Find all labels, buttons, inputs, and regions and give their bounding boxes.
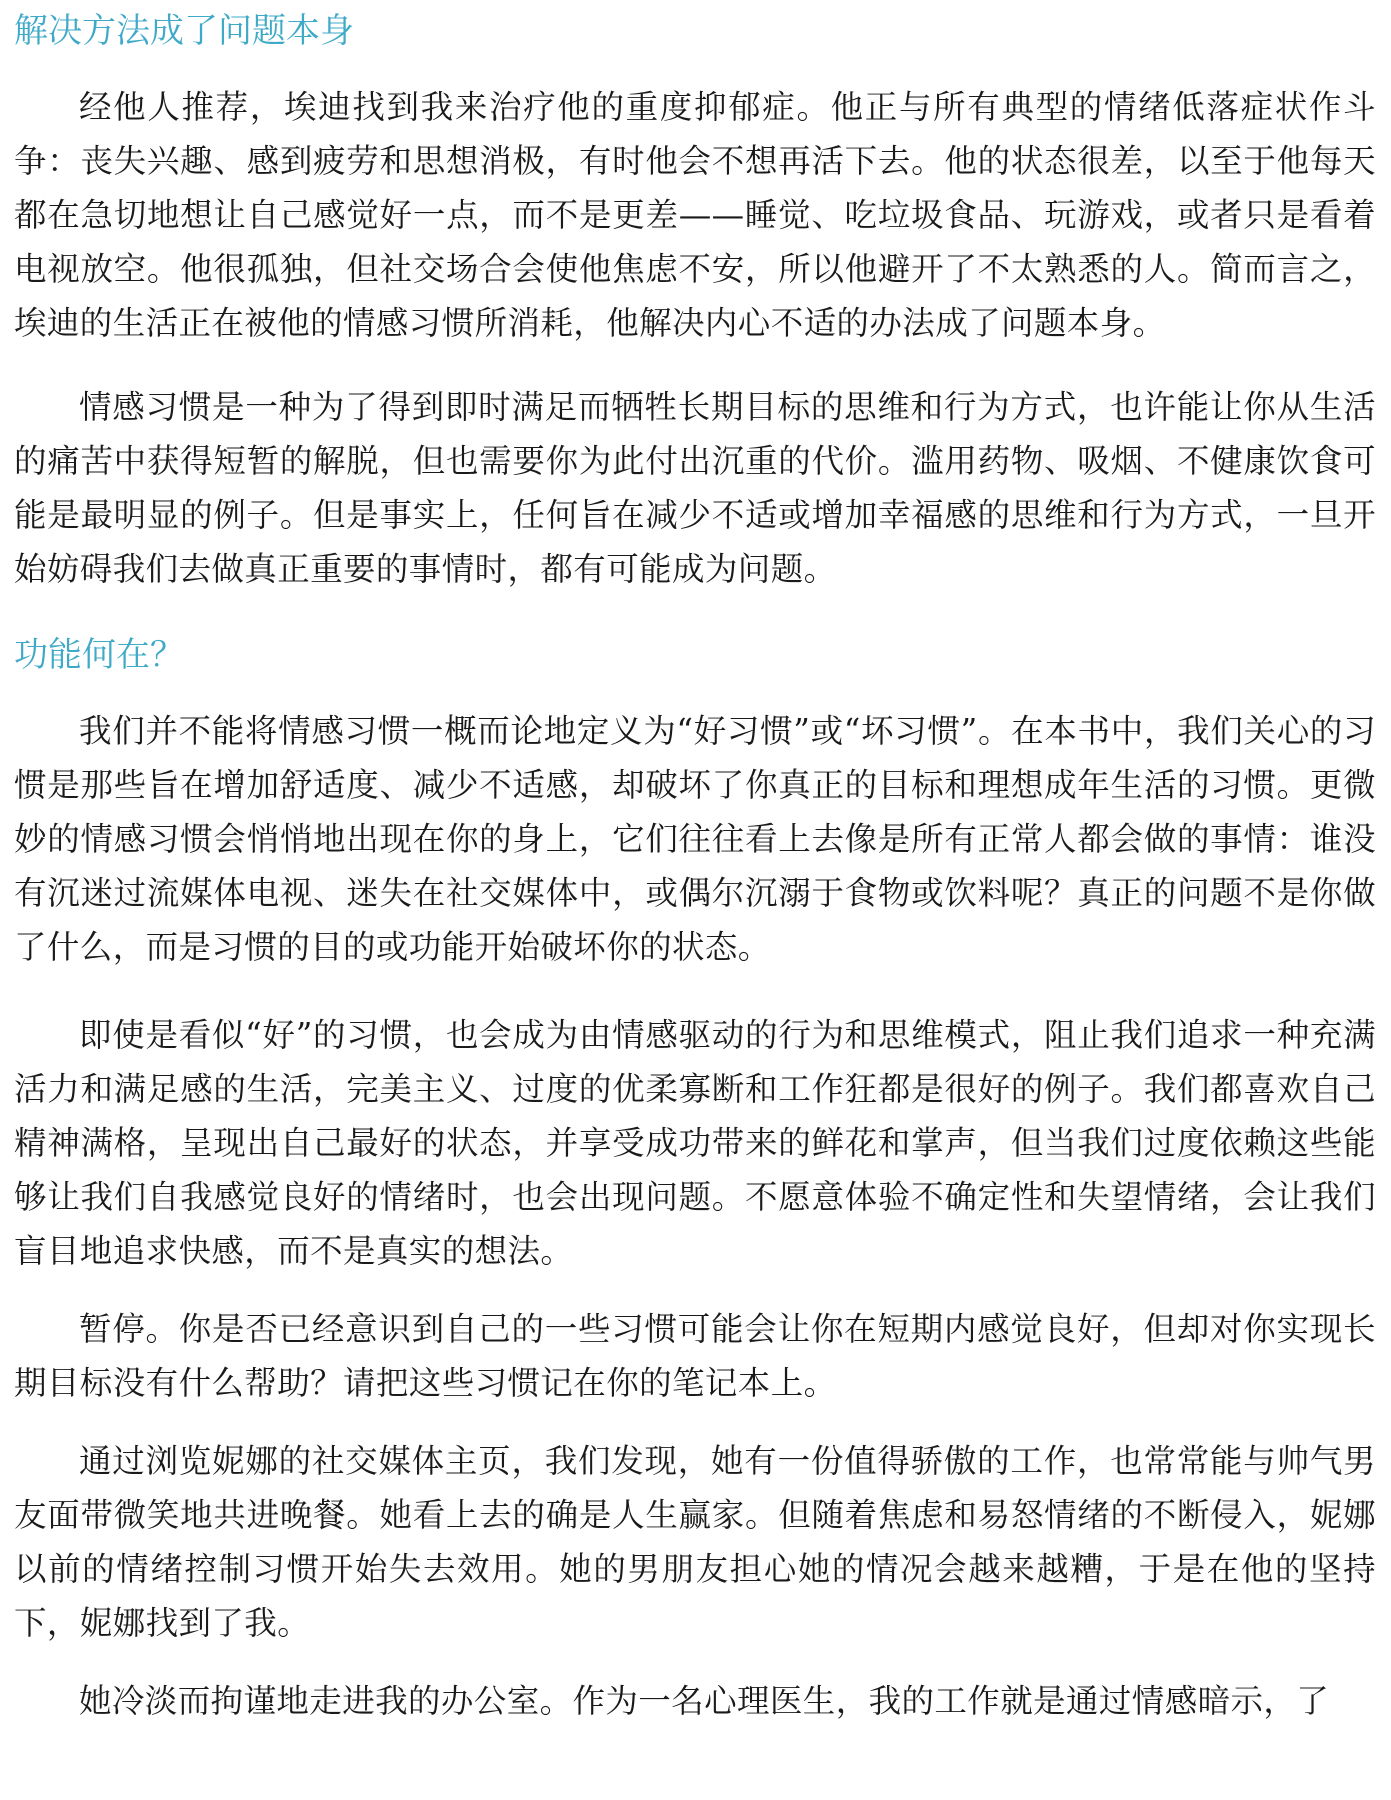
paragraph: 我们并不能将情感习惯一概而论地定义为“好习惯”或“坏习惯”。在本书中，我们关心的习惯是那些旨在增加舒适度、减少不适感，却破坏了你真正的目标和理想成年生活的习惯。更微妙的情感习惯会悄悄地出现在你的身上，它们往往看上去像是所有正常人都会做的事情：谁没有沉迷过流媒体电视、迷失在社交媒体中，或偶尔沉溺于食物或饮料呢？真正的问题不是你做了什么，而是习惯的目的或功能开始破坏你的状态。 bbox=[14, 712, 1376, 966]
section-heading: 解决方法成了问题本身 bbox=[14, 11, 354, 51]
paragraph: 通过浏览妮娜的社交媒体主页，我们发现，她有一份值得骄傲的工作，也常常能与帅气男友面带微笑地共进晚餐。她看上去的确是人生赢家。但随着焦虑和易怒情绪的不断侵入，妮娜以前的情绪控制习惯开始失去效用。她的男朋友担心她的情况会越来越糟，于是在他的坚持下，妮娜找到了我。 bbox=[14, 1442, 1376, 1642]
document-page bbox=[14, 0, 1376, 1728]
paragraph: 即使是看似“好”的习惯，也会成为由情感驱动的行为和思维模式，阻止我们追求一种充满活力和满足感的生活，完美主义、过度的优柔寡断和工作狂都是很好的例子。我们都喜欢自己精神满格，呈现出自己最好的状态，并享受成功带来的鲜花和掌声，但当我们过度依赖这些能够让我们自我感觉良好的情绪时，也会出现问题。不愿意体验不确定性和失望情绪，会让我们盲目地追求快感，而不是真实的想法。 bbox=[14, 1016, 1376, 1270]
paragraph: 经他人推荐，埃迪找到我来治疗他的重度抑郁症。他正与所有典型的情绪低落症状作斗争：丧失兴趣、感到疲劳和思想消极，有时他会不想再活下去。他的状态很差，以至于他每天都在急切地想让自己感觉好一点，而不是更差——睡觉、吃垃圾食品、玩游戏，或者只是看着电视放空。他很孤独，但社交场合会使他焦虑不安，所以他避开了不太熟悉的人。简而言之，埃迪的生活正在被他的情感习惯所消耗，他解决内心不适的办法成了问题本身。 bbox=[14, 88, 1376, 342]
paragraph: 情感习惯是一种为了得到即时满足而牺牲长期目标的思维和行为方式，也许能让你从生活的痛苦中获得短暂的解脱，但也需要你为此付出沉重的代价。滥用药物、吸烟、不健康饮食可能是最明显的例子。但是事实上，任何旨在减少不适或增加幸福感的思维和行为方式，一旦开始妨碍我们去做真正重要的事情时，都有可能成为问题。 bbox=[14, 388, 1376, 588]
paragraph: 暂停。你是否已经意识到自己的一些习惯可能会让你在短期内感觉良好，但却对你实现长期目标没有什么帮助？请把这些习惯记在你的笔记本上。 bbox=[14, 1310, 1376, 1402]
paragraph: 她冷淡而拘谨地走进我的办公室。作为一名心理医生，我的工作就是通过情感暗示，了 bbox=[79, 1682, 1330, 1720]
section-heading: 功能何在？ bbox=[14, 635, 184, 675]
